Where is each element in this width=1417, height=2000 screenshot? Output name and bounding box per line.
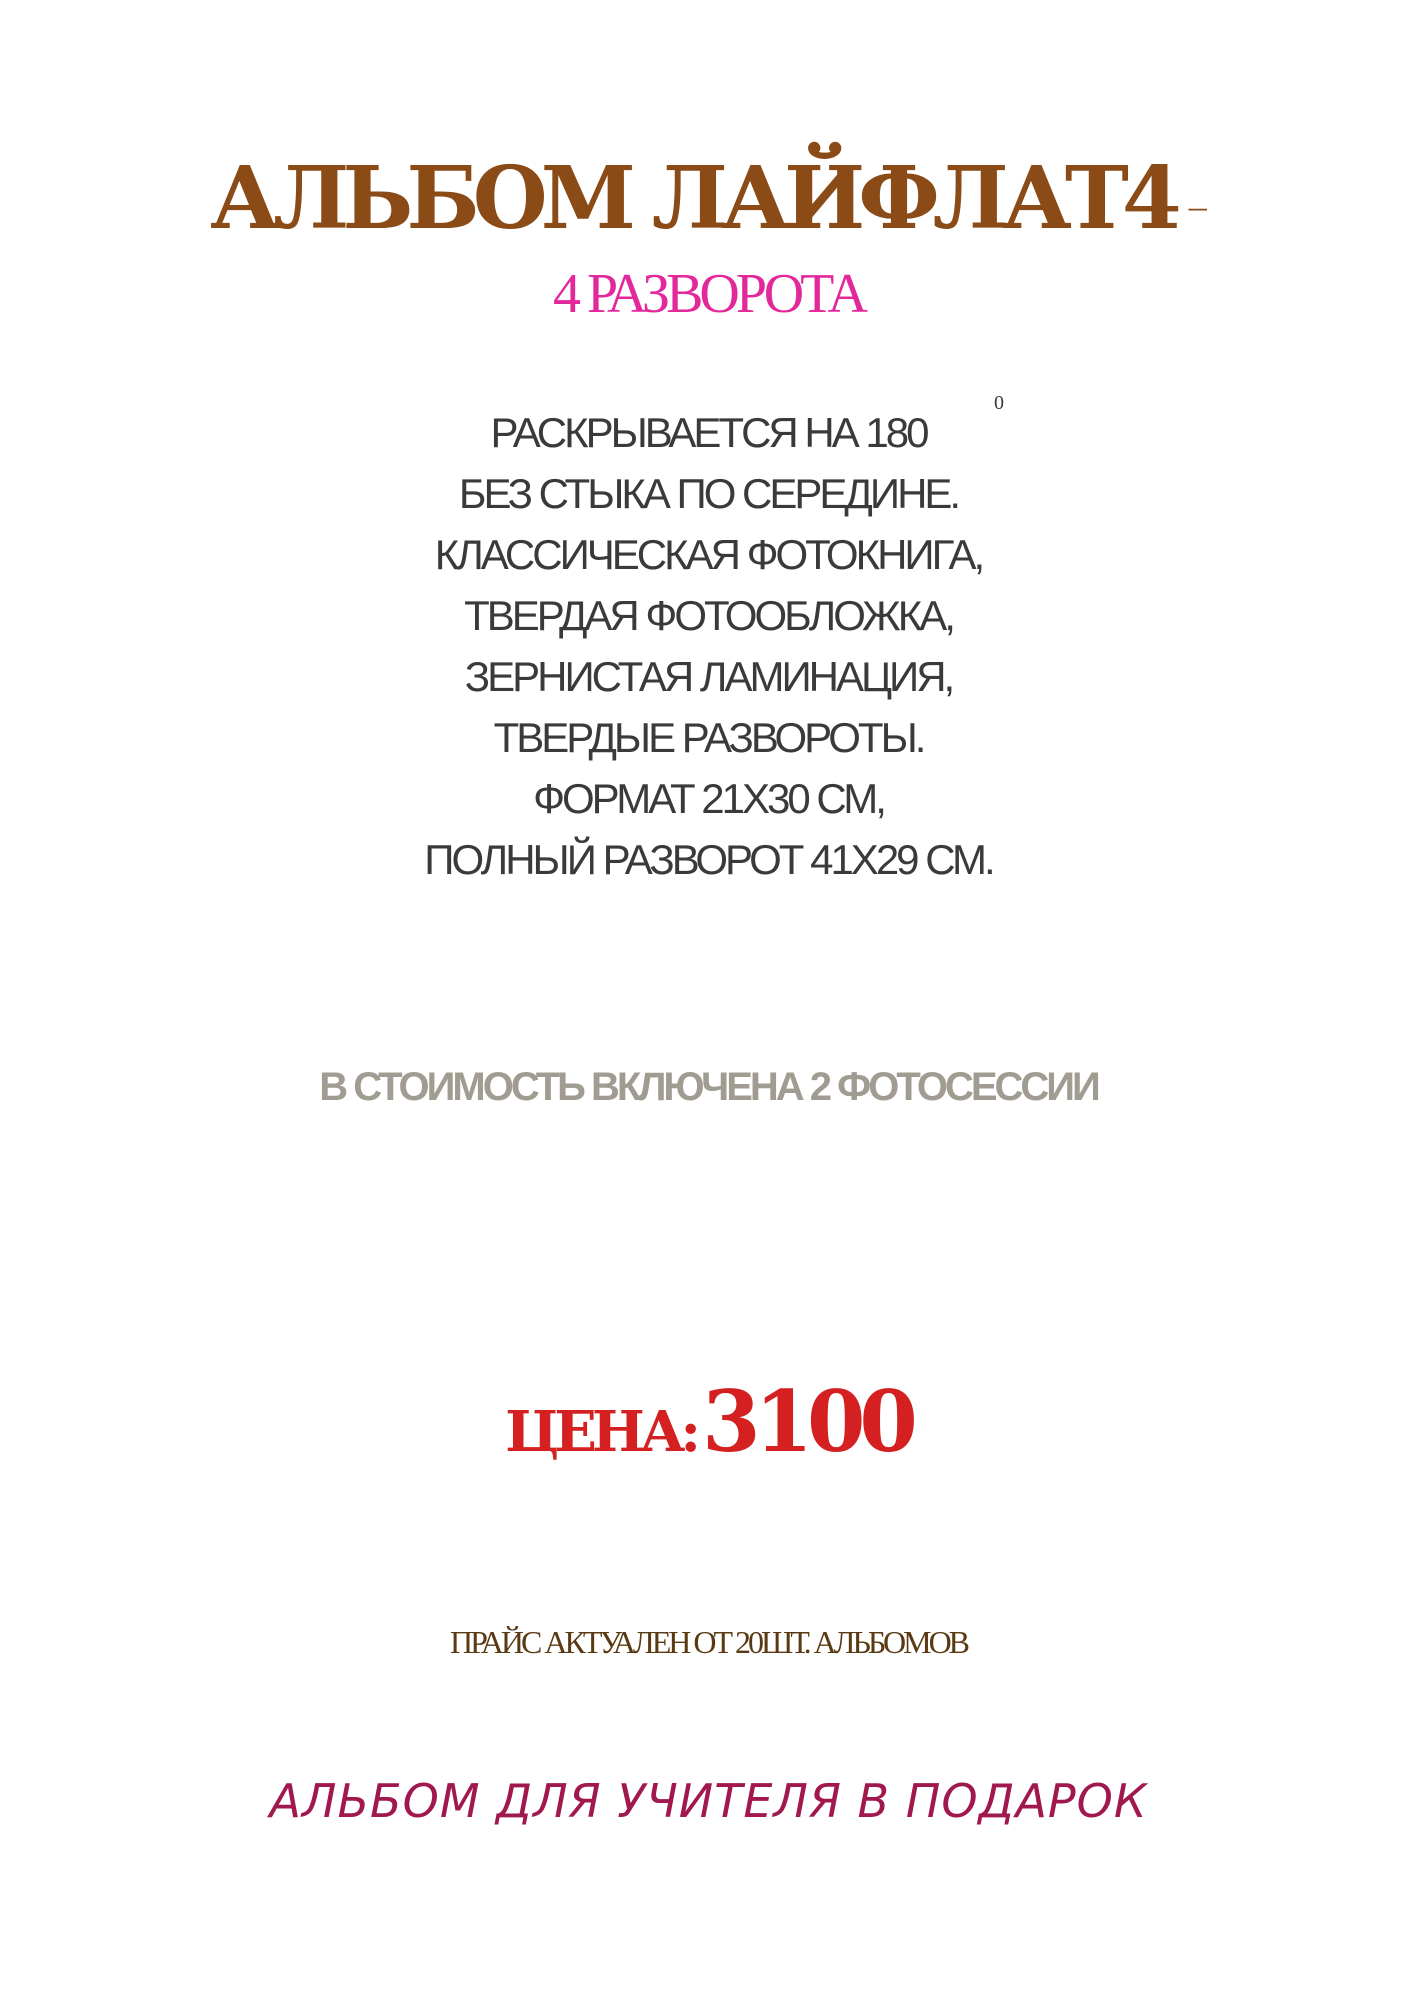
album-description	[0, 402, 1417, 890]
description-line: ТВЕРДАЯ ФОТООБЛОЖКА,	[464, 592, 953, 639]
description-line: ПОЛНЫЙ РАЗВОРОТ 41Х29 СМ.	[424, 836, 993, 883]
price-value: 3100	[702, 1372, 912, 1471]
price-label: ЦЕНА:	[505, 1399, 697, 1465]
spreads-subtitle: 4 РАЗВОРОТА	[552, 263, 864, 325]
description-line: ЗЕРНИСТАЯ ЛАМИНАЦИЯ,	[464, 653, 953, 700]
title-dash: –	[1188, 186, 1207, 226]
price-validity-note: ПРАЙС АКТУАЛЕН ОТ 20ШТ. АЛЬБОМОВ	[449, 1624, 968, 1660]
description-line: ФОРМАТ 21Х30 СМ,	[533, 775, 884, 822]
sessions-included-note: В СТОИМОСТЬ ВКЛЮЧЕНА 2 ФОТОСЕССИИ	[319, 1065, 1098, 1109]
album-title: АЛЬБОМ ЛАЙФЛАТ4	[210, 148, 1175, 249]
title-row	[0, 148, 1417, 249]
price-row	[0, 1372, 1417, 1471]
description-line: КЛАССИЧЕСКАЯ ФОТОКНИГА,	[434, 531, 983, 578]
degree-mark: 0	[994, 392, 1004, 414]
description-line: ТВЕРДЫЕ РАЗВОРОТЫ.	[493, 714, 924, 761]
description-line: РАСКРЫВАЕТСЯ НА 180	[490, 409, 927, 456]
teacher-gift-note: АЛЬБОМ ДЛЯ УЧИТЕЛЯ В ПОДАРОК	[269, 1774, 1148, 1828]
description-line: БЕЗ СТЫКА ПО СЕРЕДИНЕ.	[458, 470, 959, 517]
